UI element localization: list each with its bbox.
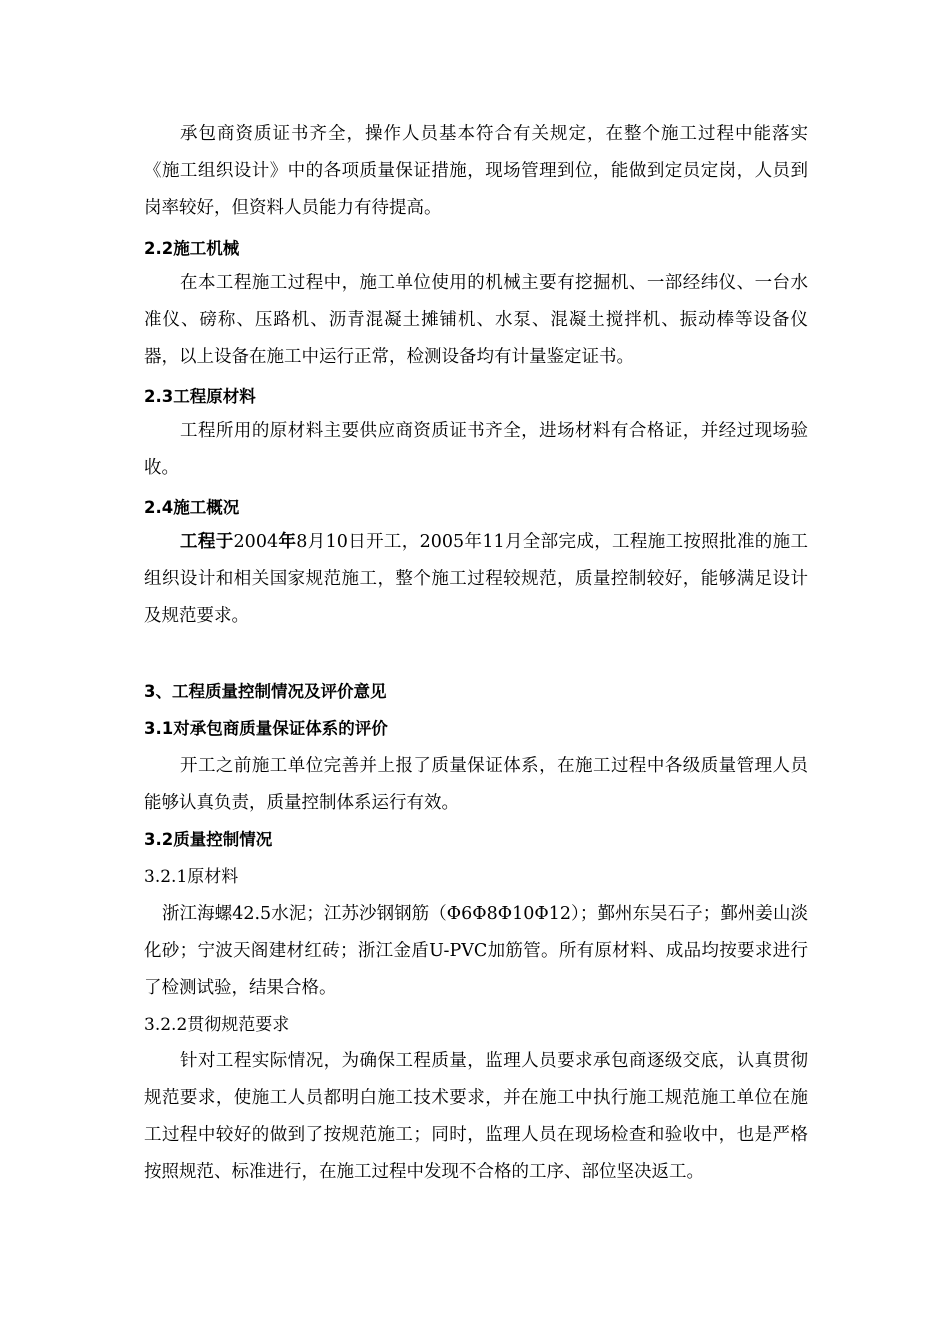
heading-2-3-raw-materials: 2.3工程原材料: [144, 387, 256, 406]
paragraph-raw-materials: 工程所用的原材料主要供应商资质证书齐全，进场材料有合格证，并经过现场验收。: [144, 421, 808, 478]
heading-3-2-2-implementing-standards: 3.2.2贯彻规范要求: [144, 1015, 290, 1035]
overview-year: 2004: [233, 532, 279, 552]
heading-3-2-1-raw-materials: 3.2.1原材料: [144, 867, 239, 887]
paragraph-implementing-standards: 针对工程实际情况，为确保工程质量，监理人员要求承包商逐级交底，认真贯彻规范要求，使施工人员都明白施工技术要求，并在施工中执行施工规范施工单位在施工过程中较好的做到了按规范施工；同时，监理人员在现场检查和验收中，也是严格按照规范、标准进行，在施工过程中发现不合格的工序、部位坚决返工。: [144, 1051, 808, 1182]
paragraph-construction-machinery: 在本工程施工过程中，施工单位使用的机械主要有挖掘机、一部经纬仪、一台水准仪、磅称、压路机、沥青混凝土摊铺机、水泵、混凝土搅拌机、振动棒等设备仪器，以上设备在施工中运行正常，检测设备均有计量鉴定证书。: [144, 273, 808, 367]
paragraph-quality-system: 开工之前施工单位完善并上报了质量保证体系，在施工过程中各级质量管理人员能够认真负责，质量控制体系运行有效。: [144, 756, 808, 813]
paragraph-contractor-qualification: 承包商资质证书齐全，操作人员基本符合有关规定，在整个施工过程中能落实《施工组织设计》中的各项质量保证措施，现场管理到位，能做到定员定岗，人员到岗率较好，但资料人员能力有待提高。: [144, 124, 808, 218]
heading-2-4-construction-overview: 2.4施工概况: [144, 498, 240, 517]
overview-remaining-text: 8月10日开工，2005年11月全部完成，工程施工按照批准的施工组织设计和相关国家规范施工，整个施工过程较规范，质量控制较好，能够满足设计及规范要求。: [144, 532, 809, 626]
paragraph-construction-overview: [144, 524, 808, 635]
heading-2-2-construction-machinery: 2.2施工机械: [144, 239, 240, 258]
heading-3-quality-control: 3、工程质量控制情况及评价意见: [144, 682, 387, 701]
paragraph-raw-material-list: 浙江海螺42.5水泥；江苏沙钢钢筋（Φ6Φ8Φ10Φ12）；鄞州东吴石子；鄞州姜山淡化砂；宁波天阁建材红砖；浙江金盾U-PVC加筋管。所有原材料、成品均按要求进行了检测试验，结果合格。: [144, 904, 808, 998]
overview-lead-text: 工程于: [180, 532, 234, 552]
overview-year-unit: 年: [278, 532, 297, 552]
heading-3-1-quality-system-evaluation: 3.1对承包商质量保证体系的评价: [144, 719, 388, 738]
heading-3-2-quality-control-status: 3.2质量控制情况: [144, 830, 273, 849]
